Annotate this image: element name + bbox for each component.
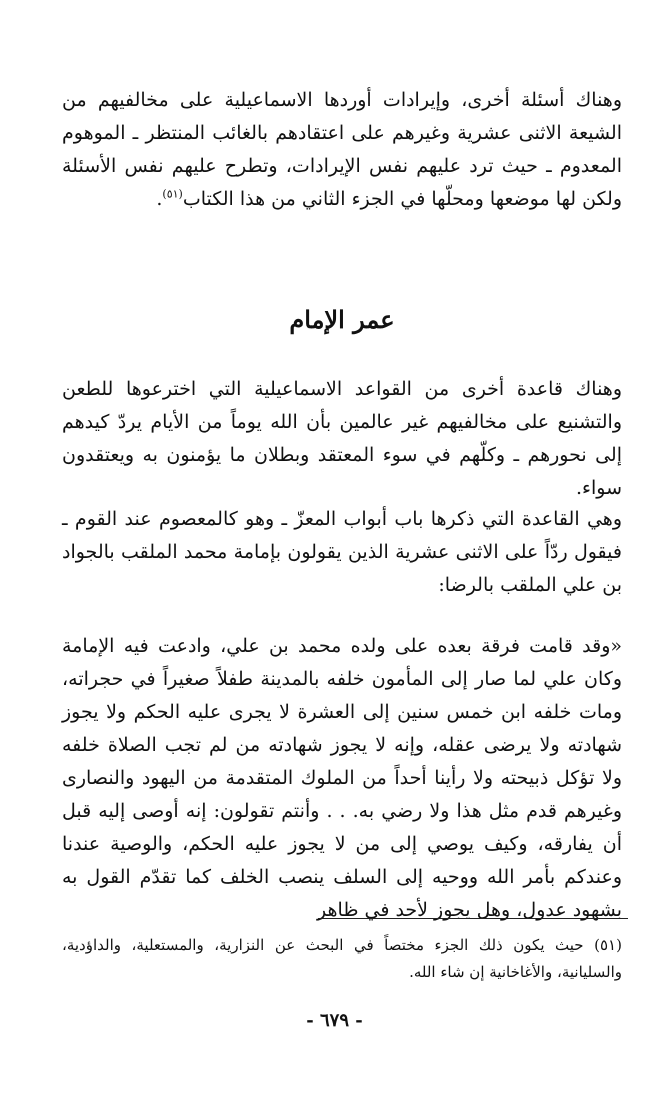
paragraph-end-punctuation: . — [156, 188, 163, 210]
footnote — [62, 932, 622, 986]
paragraph-ismaili-rule: وهناك قاعدة أخرى من القواعد الاسماعيلية التي اخترعوها للطعن والتشنيع على مخالفيهم غير عالمين بأن الله يوماً من الأيام يردّ كيدهم إلى نحورهم ـ وكلّهم في سوء المعتقد وبطلان ما يؤمنون به ويعتقدون سواء. — [62, 378, 622, 499]
footnote-reference: (٥١) — [162, 187, 183, 201]
paragraph-muizz-gate: وهي القاعدة التي ذكرها باب أبواب المعزّ ـ وهو كالمعصوم عند القوم ـ فيقول ردّاً على الاثنى عشرية الذين يقولون بإمامة محمد الملقب بالجواد بن علي الملقب بالرضا: — [62, 508, 622, 596]
section-heading: عمر الإمام — [289, 305, 395, 334]
quoted-passage: «وقد قامت فرقة بعده على ولده محمد بن علي، وادعت فيه الإمامة وكان علي لما صار إلى المأمون خلفه بالمدينة طفلاً صغيراً في حجراته، ومات خلفه ابن خمس سنين إلى العشرة لا يجرى عليه الحكم ولا يجوز شهادته ولا يرضى عقله، وإنه لا يجوز شهادته من لم تجب الصلاة خلفه ولا تؤكل ذبيحته ولا رأينا أحداً من الملوك المتقدمة من اليهود والنصارى وغيرهم قدم مثل هذا ولا رضي به. . . وأنتم تقولون: إنه أوصى إليه قبل أن يفارقه، وكيف يوصي إلى من لا يجوز عليه الحكم، والوصية عندنا وعندكم بأمر الله ووحيه إلى السلف ينصب الخلف كما تقدّم القول به بشهود عدول، وهل يجوز لأحد في ظاهر — [62, 635, 622, 921]
paragraph-other-questions — [62, 84, 622, 216]
footnote-divider — [318, 918, 628, 919]
paragraph-text: وهناك أسئلة أخرى، وإيرادات أوردها الاسماعيلية على مخالفيهم من الشيعة الاثنى عشرية وغيرهم على اعتقادهم بالغائب المنتظر ـ الموهوم المعدوم ـ حيث ترد عليهم نفس الإيرادات، وتطرح عليهم نفس الأسئلة ولكن لها موضعها ومحلّها في الجزء الثاني من هذا الكتاب — [62, 89, 622, 210]
page-number: - ٦٧٩ - — [306, 1010, 363, 1031]
footnote-number: (٥١) — [594, 936, 622, 954]
footnote-text: حيث يكون ذلك الجزء مختصاً في البحث عن النزارية، والمستعلية، والداؤدية، والسليانية، والأغاخانية إن شاء الله. — [62, 936, 622, 981]
